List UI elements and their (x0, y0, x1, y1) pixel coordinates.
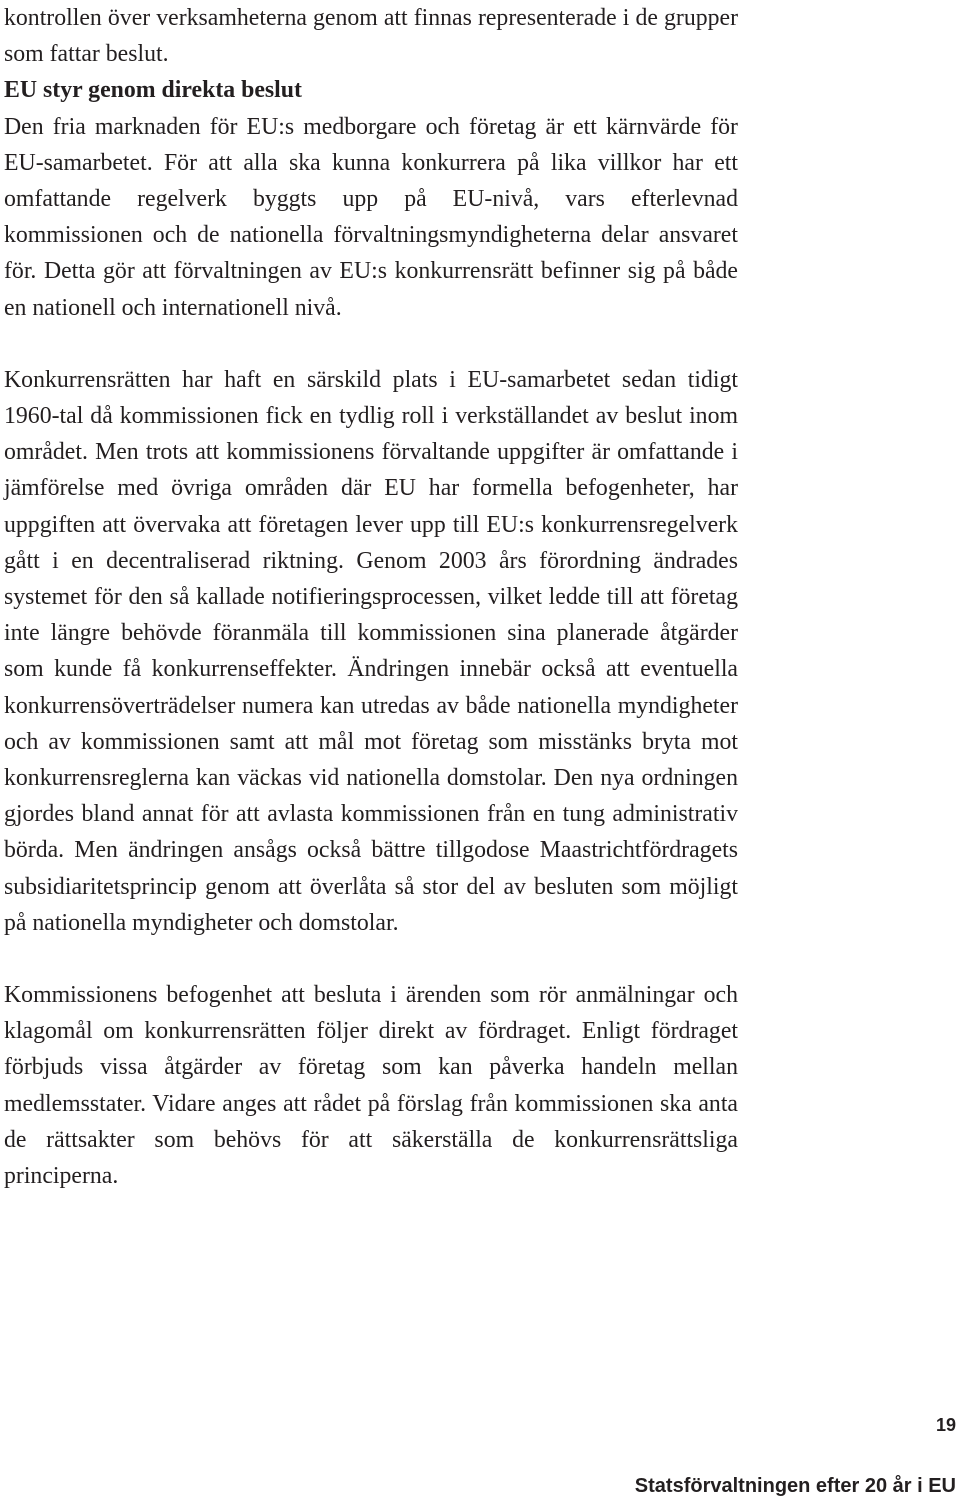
body-text (4, 0, 738, 1194)
paragraph-1: Den fria marknaden för EU:s medborgare och företag är ett kärnvärde för EU-samarbetet. För att alla ska kunna konkurrera på lika villkor har ett omfattande regelverk byggts upp på EU-nivå, vars efterlevnad kommissionen och de nationella förvaltningsmyndigheterna delar ansvaret för. Detta gör att förvaltningen av EU:s konkurrensrätt befinner sig på både en nationell och internationell nivå. (4, 113, 738, 321)
opening-paragraph: kontrollen över verksamheterna genom att finnas representerade i de grupper som fattar beslut. (4, 5, 738, 68)
section-heading: EU styr genom direkta beslut (4, 77, 302, 104)
publication-title: Statsförvaltningen efter 20 år i EU (634, 1475, 956, 1497)
paragraph-3: Kommissionens befogenhet att besluta i ärenden som rör anmälningar och klagomål om konkurrensrätten följer direkt av fördraget. Enligt fördraget förbjuds vissa åtgärder av företag som kan påverka handeln mellan medlemsstater. Vidare anges att rådet på förslag från kommissionen ska anta de rättsakter som behövs för att säkerställa de konkurrensrättsliga principerna. (4, 982, 738, 1190)
paragraph-2: Konkurrensrätten har haft en särskild plats i EU-samarbetet sedan tidigt 1960-tal då kommissionen fick en tydlig roll i verkställandet av beslut inom området. Men trots att kommissionens förvaltande uppgifter är omfattande i jämförelse med övriga områden där EU har formella befogenheter, har uppgiften att övervaka att företagen lever upp till EU:s konkurrensregelverk gått i en decentraliserad riktning. Genom 2003 års förordning ändrades systemet för den så kallade notifieringsprocessen, vilket ledde till att företag inte längre behövde föranmäla till kommissionen sina planerade åtgärder som kunde få konkurrenseffekter. Ändringen innebär också att eventuella konkurrensöverträdelser numera kan utredas av både nationella myndigheter och av kommissionen samt att mål mot företag som misstänks bryta mot konkurrensreglerna kan väckas vid nationella domstolar. Den nya ordningen gjordes bland annat för att avlasta kommissionen från en tung administrativ börda. Men ändringen ansågs också bättre tillgodose Maastrichtfördragets subsidiaritetsprincip genom att överlåta så stor del av besluten som möjligt på nationella myndigheter och domstolar. (4, 366, 738, 936)
page-number: 19 (935, 1415, 956, 1435)
